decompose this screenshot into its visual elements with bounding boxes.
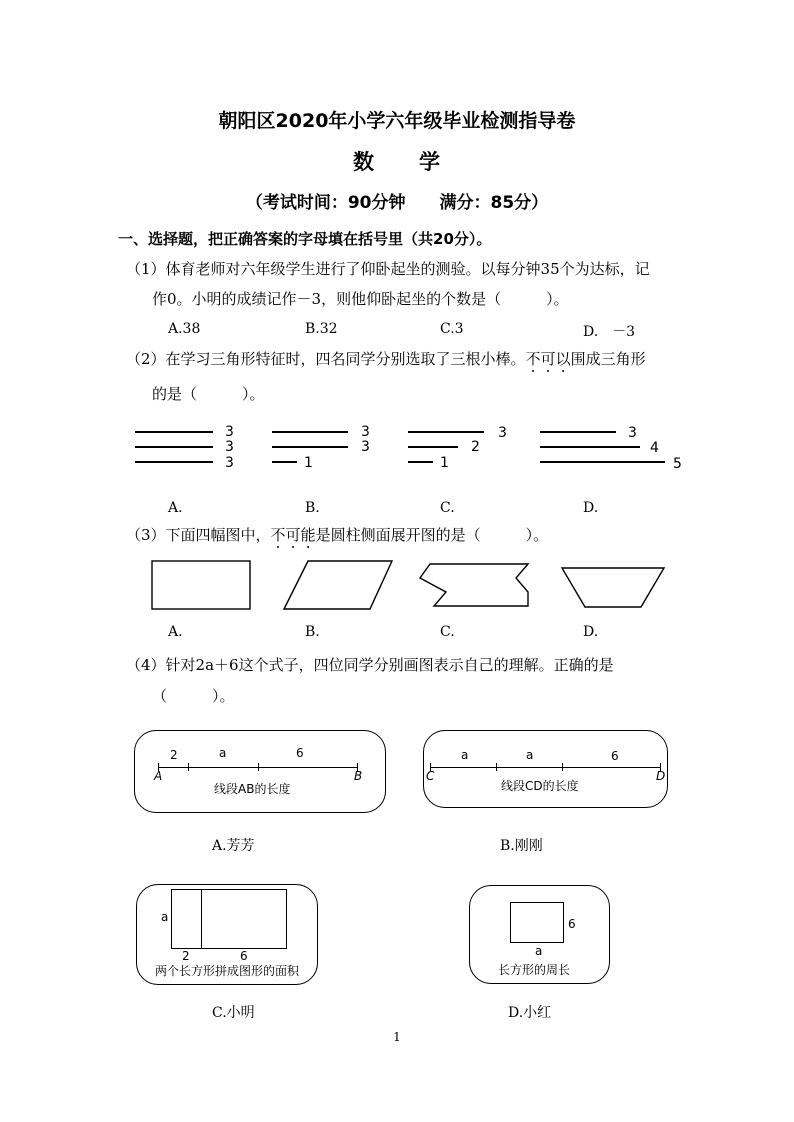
q2-emph-1: 不 [525,350,541,368]
q2-emph-3: 以 [555,350,571,368]
q3-option-d: D. [583,624,599,640]
fig-a-tick-2 [258,763,259,771]
fig-a-label-2: 2 [170,748,178,762]
section-heading: 一、选择题，把正确答案的字母填在括号里（共20分）。 [118,230,492,248]
q2-emph-2: 可 [540,350,556,368]
stick-b3-label: 1 [304,455,313,471]
fig-b-label-6: 6 [611,749,619,763]
stick-d2-label: 4 [650,440,659,456]
fig-b-tick-1 [496,763,497,771]
q4-option-d: D.小红 [508,1005,552,1021]
fig-b-frame [423,730,668,808]
fig-a-caption: 线段AB的长度 [214,782,291,796]
fig-b-label-a1: a [461,748,469,762]
fig-a-point-start: A [154,769,163,783]
exam-info: （考试时间：90分钟 满分：85分） [245,193,549,213]
fig-b-point-start: C [426,769,435,783]
exam-title: 朝阳区2020年小学六年级毕业检测指导卷 [218,110,576,132]
q3-pre: （3）下面四幅图中， [126,526,271,544]
q3-shape-parallelogram [284,561,392,609]
fig-a-point-end: B [354,769,363,783]
fig-c-caption: 两个长方形拼成图形的面积 [155,964,300,978]
q3-emph-1: 不 [270,526,286,544]
fig-b-caption: 线段CD的长度 [501,779,579,793]
q2-option-d: D. [583,500,599,516]
q3-option-c: C. [440,624,455,640]
q2-line1-post: 围成三角形 [570,350,646,368]
q2-option-c: C. [440,500,455,516]
stick-b2-label: 3 [361,439,370,455]
fig-a-tick-1 [188,763,189,771]
q3-shape-zigzag [420,564,528,606]
stick-d1-label: 3 [628,425,637,441]
fig-d-caption: 长方形的周长 [498,963,571,977]
q4-option-b: B.刚刚 [500,838,543,854]
fig-b-segment [430,767,661,768]
q3-emph-2: 可 [285,526,301,544]
fig-a-label-6: 6 [296,746,304,760]
stick-c2-label: 2 [471,439,480,455]
stick-a3-label: 3 [225,455,234,471]
q2-option-b: B. [305,500,320,516]
q2-option-a: A. [168,500,183,516]
fig-b-label-a2: a [526,748,534,762]
q1-option-a: A.38 [168,321,201,337]
page-number: 1 [393,1030,401,1044]
stick-a2-label: 3 [225,439,234,455]
subject-title: 数 学 [353,150,441,174]
q3-option-b: B. [305,624,320,640]
fig-d-bottom-a: a [535,944,543,958]
fig-b-point-end: D [656,769,666,783]
stick-b1-label: 3 [361,424,370,440]
q1-option-b: B.32 [305,321,338,337]
q4-option-a: A.芳芳 [212,838,255,854]
q4-line2: （ ）。 [152,687,235,705]
q1-line1: （1）体育老师对六年级学生进行了仰卧起坐的测验。以每分钟35个为达标，记 [126,260,650,278]
fig-a-frame [134,730,386,813]
q1-line2: 作0。小明的成绩记作－3，则他仰卧起坐的个数是（ ）。 [152,290,569,308]
q3-emph-3: 能 [300,526,316,544]
q3-option-a: A. [168,624,183,640]
q1-option-c: C.3 [440,321,464,337]
q3-shape-trapezoid [562,568,664,607]
q4-option-c: C.小明 [212,1005,255,1021]
stick-a1-label: 3 [225,424,234,440]
fig-b-tick-2 [562,763,563,771]
fig-c-outer-rect [171,889,287,949]
fig-c-bottom-6: 6 [240,949,248,963]
stick-c1-label: 3 [498,425,507,441]
fig-d-rect [510,902,564,943]
fig-a-label-a: a [219,746,227,760]
fig-c-bottom-2: 2 [182,949,190,963]
fig-c-divider [201,889,202,949]
q3-shape-rectangle [152,561,250,609]
stick-c3-label: 1 [440,455,449,471]
q1-option-d: D. －3 [583,324,636,340]
q2-line1-pre: （2）在学习三角形特征时，四名同学分别选取了三根小棒。 [126,350,526,368]
stick-d3-label: 5 [673,456,682,472]
q2-line2: 的是（ ）。 [152,385,265,403]
fig-d-side-6: 6 [568,917,576,931]
q3-post: 是圆柱侧面展开图的是（ ）。 [315,526,549,544]
q4-line1: （4）针对2a＋6这个式子，四位同学分别画图表示自己的理解。正确的是 [126,656,614,674]
fig-c-side-a: a [161,910,169,924]
